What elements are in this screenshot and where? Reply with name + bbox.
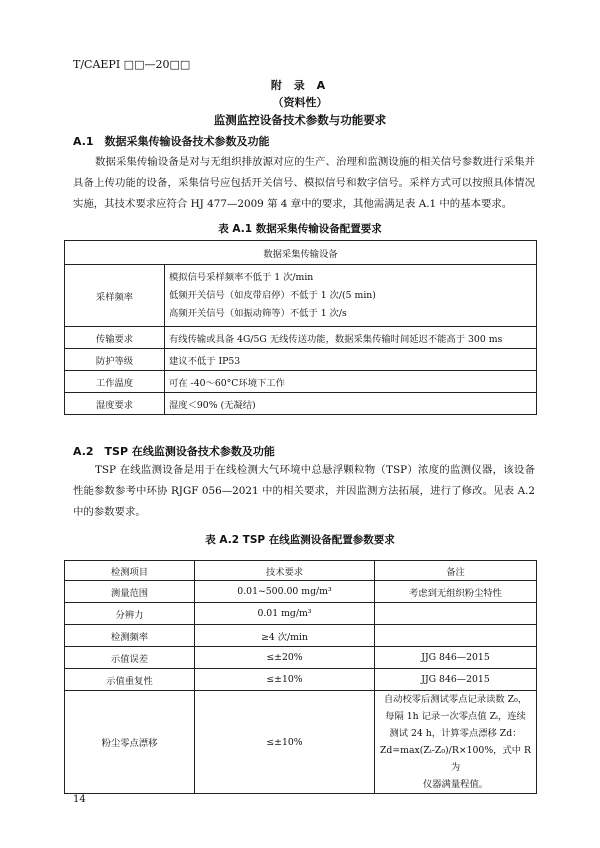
column-header: 检测项目	[65, 561, 195, 581]
table-row	[65, 669, 537, 691]
value-line: 高频开关信号（如振动筛等）不低于 1 次/s	[169, 307, 347, 319]
table-a2-caption: 表 A.2 TSP 在线监测设备配置参数要求	[205, 534, 395, 546]
table-a1-header: 数据采集传输设备	[65, 241, 537, 265]
table-cell-label: 工作温度	[65, 371, 165, 393]
table-cell: JJG 846—2015	[375, 669, 537, 691]
table-cell: 示值重复性	[65, 669, 195, 691]
section-a1-paragraph: 数据采集传输设备是对与无组织排放源对应的生产、治理和监测设施的相关信号参数进行采集并具备上传功能的设备，采集信号应包括开关信号、模拟信号和数字信号。采样方式可以按照具体情况实施，其技术要求应符合 HJ 477—2009 第 4 章中的要求，其他需满足表 A.1 中的基本要求。	[73, 156, 535, 210]
table-cell	[375, 603, 537, 625]
appendix-title: 附 录 A	[270, 79, 330, 92]
remark-line: 自动校零后测试零点记录读数 Z₀，	[383, 694, 528, 705]
table-header-row	[65, 561, 537, 581]
appendix-nature: （资料性）	[272, 96, 328, 109]
value-line: 模拟信号采样频率不低于 1 次/min	[169, 271, 314, 283]
table-cell: 检测频率	[65, 625, 195, 647]
section-a2-paragraph: TSP 在线监测设备是用于在线检测大气环境中总悬浮颗粒物（TSP）浓度的监测仪器，该设备性能参数参考中环协 RJGF 056—2021 中的相关要求，并因监测方法拓展，进行了修改。见表 A.2 中的参数要求。	[73, 464, 535, 518]
page-number: 14	[73, 794, 86, 805]
table-cell: 0.01 mg/m³	[195, 603, 375, 625]
table-a2	[64, 560, 537, 794]
table-row	[65, 371, 537, 393]
value-line: 低频开关信号（如皮带启停）不低于 1 次/(5 min)	[169, 289, 376, 301]
table-cell-label: 传输要求	[65, 327, 165, 349]
remark-line: 每隔 1h 记录一次零点值 Zᵢ，连续	[385, 711, 526, 722]
table-cell-remark	[375, 691, 537, 794]
table-row	[65, 327, 537, 349]
standard-code: T/CAEPI □□—20□□	[73, 58, 191, 71]
table-row	[65, 625, 537, 647]
table-a1-caption: 表 A.1 数据采集传输设备配置要求	[218, 223, 382, 235]
table-row	[65, 603, 537, 625]
table-cell-value: 湿度＜90% (无凝结)	[165, 393, 537, 415]
remark-line: Zd=max(Zᵢ-Z₀)/R×100%，式中 R 为	[379, 745, 532, 773]
table-cell-value	[165, 265, 537, 327]
table-row	[65, 393, 537, 415]
table-cell-label: 防护等级	[65, 349, 165, 371]
table-cell	[375, 625, 537, 647]
table-row	[65, 647, 537, 669]
remark-line: 测试 24 h，计算零点漂移 Zd：	[389, 728, 522, 739]
table-cell-value: 建议不低于 IP53	[165, 349, 537, 371]
table-cell-label: 采样频率	[65, 265, 165, 327]
table-row	[65, 691, 537, 794]
column-header: 技术要求	[195, 561, 375, 581]
table-cell: 粉尘零点漂移	[65, 691, 195, 794]
appendix-main-title: 监测监控设备技术参数与功能要求	[213, 113, 387, 127]
table-row	[65, 265, 537, 327]
table-cell: 测量范围	[65, 581, 195, 603]
table-cell: 0.01~500.00 mg/m³	[195, 581, 375, 603]
table-row	[65, 581, 537, 603]
column-header: 备注	[375, 561, 537, 581]
remark-line: 仪器满量程值。	[422, 779, 489, 790]
table-cell: ≤±10%	[195, 669, 375, 691]
table-cell: 分辨力	[65, 603, 195, 625]
section-a1-heading: A.1 数据采集传输设备技术参数及功能	[73, 135, 270, 148]
table-cell: 考虑到无组织粉尘特性	[375, 581, 537, 603]
table-cell-value: 可在 -40～60°C环境下工作	[165, 371, 537, 393]
table-cell: ≤±20%	[195, 647, 375, 669]
table-cell: 示值误差	[65, 647, 195, 669]
table-row	[65, 349, 537, 371]
table-cell-label: 湿度要求	[65, 393, 165, 415]
table-cell-value: 有线传输或具备 4G/5G 无线传送功能，数据采集传输时间延迟不能高于 300 ms	[165, 327, 537, 349]
section-a2-heading: A.2 TSP 在线监测设备技术参数及功能	[73, 445, 275, 458]
table-cell: ≥4 次/min	[195, 625, 375, 647]
table-a1	[64, 240, 537, 415]
table-cell: JJG 846—2015	[375, 647, 537, 669]
table-cell: ≤±10%	[195, 691, 375, 794]
